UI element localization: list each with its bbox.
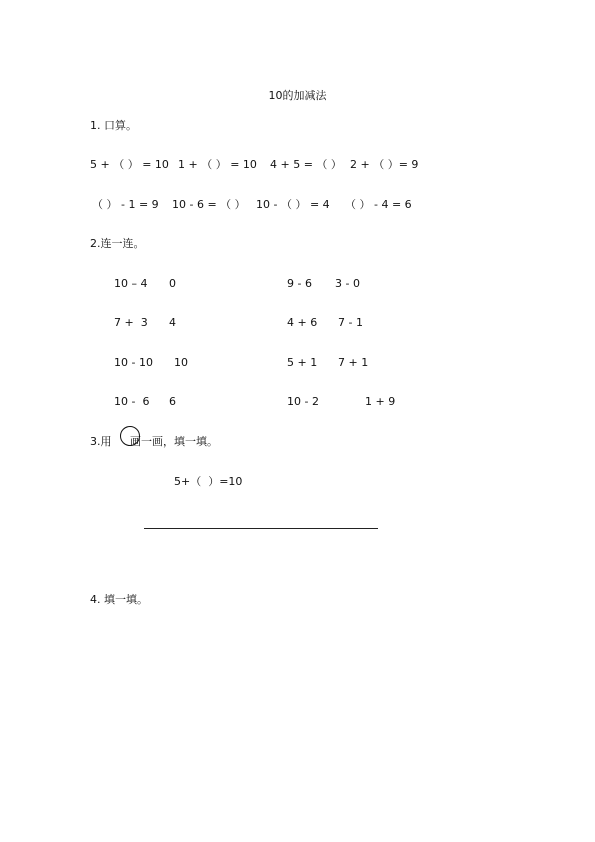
mental-math-item: 10 - （ ） = 4 xyxy=(256,198,330,211)
match-expression: 1 + 9 xyxy=(365,395,396,408)
mental-math-item: 4 + 5 = （ ） xyxy=(270,158,342,171)
match-value: 10 xyxy=(174,356,188,369)
match-expression: 3 - 0 xyxy=(335,277,360,290)
match-expression: 4 + 6 xyxy=(287,316,318,329)
section-3-heading-prefix: 3.用 xyxy=(90,435,112,448)
match-expression: 10 - 10 xyxy=(114,356,153,369)
match-value: 0 xyxy=(169,277,176,290)
match-value: 6 xyxy=(169,395,176,408)
drawing-answer-line xyxy=(144,528,378,529)
section-3-heading-suffix: 画一画，填一填。 xyxy=(130,435,218,448)
match-expression: 9 - 6 xyxy=(287,277,312,290)
match-value: 4 xyxy=(169,316,176,329)
mental-math-item: 1 + （ ） = 10 xyxy=(178,158,257,171)
mental-math-item: 5 + （ ） = 10 xyxy=(90,158,169,171)
mental-math-item: （ ） - 4 = 6 xyxy=(345,198,412,211)
page-title: 10的加减法 xyxy=(268,89,327,102)
section-4-heading: 4. 填一填。 xyxy=(90,593,148,606)
mental-math-item: 2 + （ ）= 9 xyxy=(350,158,419,171)
fill-equation: 5+（ ）=10 xyxy=(174,475,243,488)
section-1-heading: 1. 口算。 xyxy=(90,119,137,132)
mental-math-item: （ ） - 1 = 9 xyxy=(92,198,159,211)
section-2-heading: 2.连一连。 xyxy=(90,237,145,250)
match-expression: 7 + 3 xyxy=(114,316,148,329)
match-expression: 10 – 4 xyxy=(114,277,148,290)
mental-math-item: 10 - 6 = （ ） xyxy=(172,198,246,211)
match-expression: 10 - 6 xyxy=(114,395,150,408)
match-expression: 7 + 1 xyxy=(338,356,369,369)
match-expression: 5 + 1 xyxy=(287,356,318,369)
match-expression: 10 - 2 xyxy=(287,395,319,408)
match-expression: 7 - 1 xyxy=(338,316,363,329)
